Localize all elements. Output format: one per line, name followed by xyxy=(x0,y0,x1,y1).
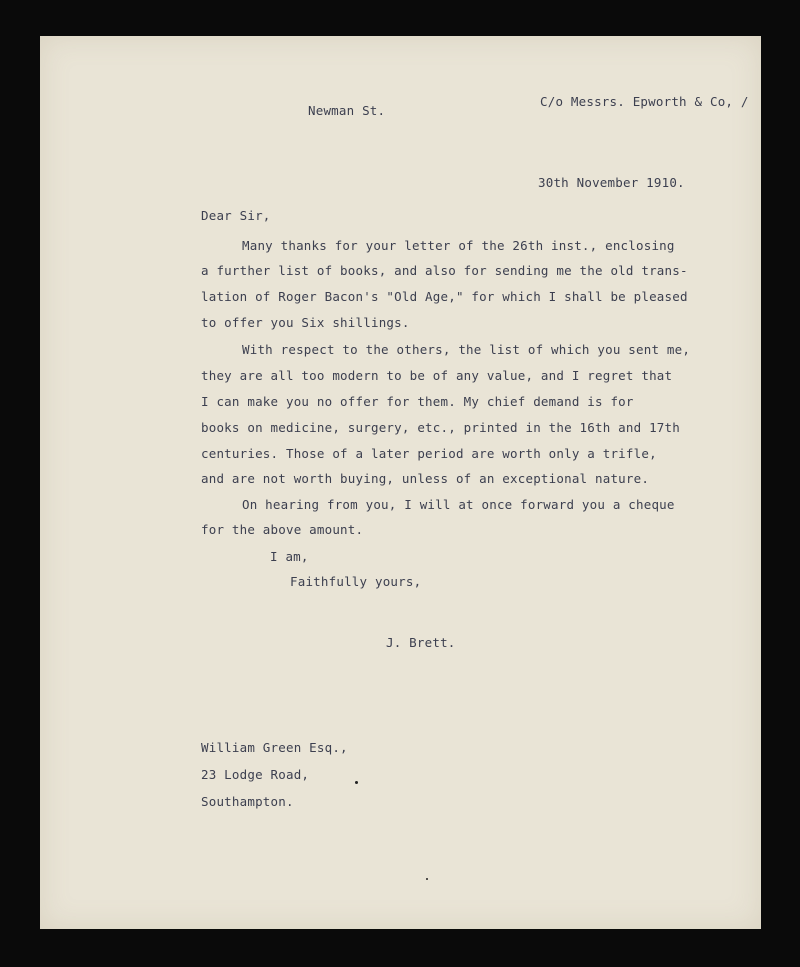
closing-faithfully: Faithfully yours, xyxy=(290,574,422,589)
body-line: to offer you Six shillings. xyxy=(201,315,410,330)
recipient-street: 23 Lodge Road, xyxy=(201,767,310,782)
body-line: and are not worth buying, unless of an exceptional nature. xyxy=(201,471,650,486)
body-line: for the above amount. xyxy=(201,522,364,537)
recipient-name: William Green Esq., xyxy=(201,740,348,755)
salutation: Dear Sir, xyxy=(201,208,271,223)
sender-address: C/o Messrs. Epworth & Co, / xyxy=(540,94,749,109)
sender-street: Newman St. xyxy=(308,103,386,118)
recipient-city: Southampton. xyxy=(201,794,294,809)
body-line: With respect to the others, the list of which you sent me, xyxy=(242,342,691,357)
body-line: they are all too modern to be of any value, and I regret that xyxy=(201,368,673,383)
body-line: books on medicine, surgery, etc., printed in the 16th and 17th xyxy=(201,420,680,435)
closing-i-am: I am, xyxy=(270,549,309,564)
ink-speck xyxy=(426,878,428,880)
body-line: lation of Roger Bacon's "Old Age," for which I shall be pleased xyxy=(201,289,688,304)
body-line: Many thanks for your letter of the 26th inst., enclosing xyxy=(242,238,675,253)
signature: J. Brett. xyxy=(386,635,456,650)
body-line: centuries. Those of a later period are worth only a trifle, xyxy=(201,446,657,461)
body-line: I can make you no offer for them. My chief demand is for xyxy=(201,394,634,409)
ink-speck xyxy=(355,781,358,784)
body-line: On hearing from you, I will at once forward you a cheque xyxy=(242,497,675,512)
body-line: a further list of books, and also for sending me the old trans- xyxy=(201,263,688,278)
letter-date: 30th November 1910. xyxy=(538,175,685,190)
